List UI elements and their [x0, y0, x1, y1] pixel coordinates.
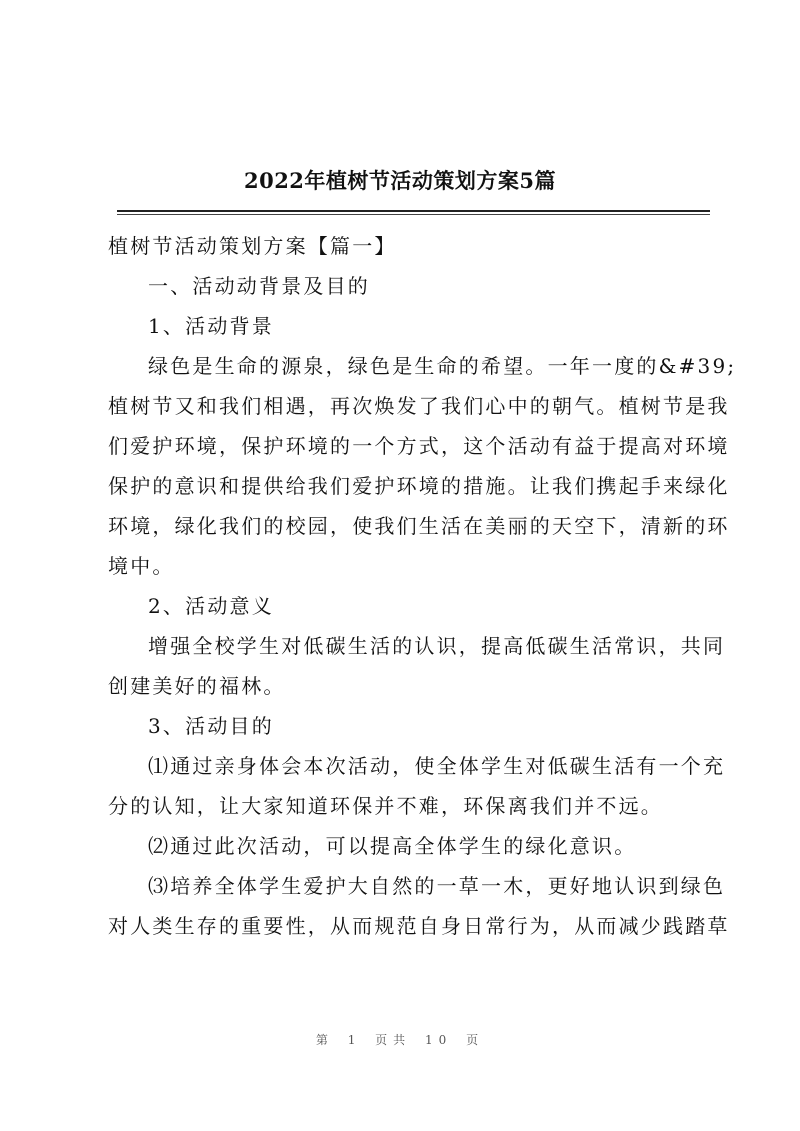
document-body: [108, 226, 737, 946]
text-line: ⑶培养全体学生爱护大自然的一草一木，更好地认识到绿色: [148, 874, 726, 898]
page-number: 1: [347, 1033, 362, 1047]
text-line: 绿色是生命的源泉，绿色是生命的希望。一年一度的&#39;: [148, 354, 737, 378]
text-line: 们爱护环境，保护环境的一个方式，这个活动有益于提高对环境: [108, 434, 730, 458]
text-line: 植树节又和我们相遇，再次焕发了我们心中的朝气。植树节是我: [108, 394, 730, 418]
text-line: 植树节活动策划方案【篇一】: [108, 234, 397, 258]
text-line: ⑴通过亲身体会本次活动，使全体学生对低碳生活有一个充: [148, 754, 726, 778]
footer-prefix: 第: [315, 1033, 334, 1047]
text-line: ⑵通过此次活动，可以提高全体学生的绿化意识。: [148, 834, 637, 858]
text-line: 一、活动动背景及目的: [148, 274, 370, 298]
text-line: 保护的意识和提供给我们爱护环境的措施。让我们携起手来绿化: [108, 474, 730, 498]
title-divider: [117, 210, 710, 212]
document-title: 2022年植树节活动策划方案5篇: [243, 168, 557, 193]
page-total: 10: [425, 1033, 453, 1047]
text-line: 环境，绿化我们的校园，使我们生活在美丽的天空下，清新的环: [108, 514, 730, 538]
footer-suffix: 页: [466, 1033, 485, 1047]
text-line: 对人类生存的重要性，从而规范自身日常行为，从而减少践踏草: [108, 914, 730, 938]
text-line: 3、活动目的: [148, 714, 274, 738]
text-line: 2、活动意义: [148, 594, 274, 618]
page-footer: [0, 1031, 800, 1048]
text-line: 1、活动背景: [148, 314, 274, 338]
text-line: 增强全校学生对低碳生活的认识，提高低碳生活常识，共同: [148, 634, 726, 658]
title-divider-thin: [117, 214, 710, 215]
text-line: 境中。: [108, 554, 175, 578]
text-line: 分的认知，让大家知道环保并不难，环保离我们并不远。: [108, 794, 663, 818]
text-line: 创建美好的福林。: [108, 674, 286, 698]
footer-middle: 页共: [375, 1033, 412, 1047]
